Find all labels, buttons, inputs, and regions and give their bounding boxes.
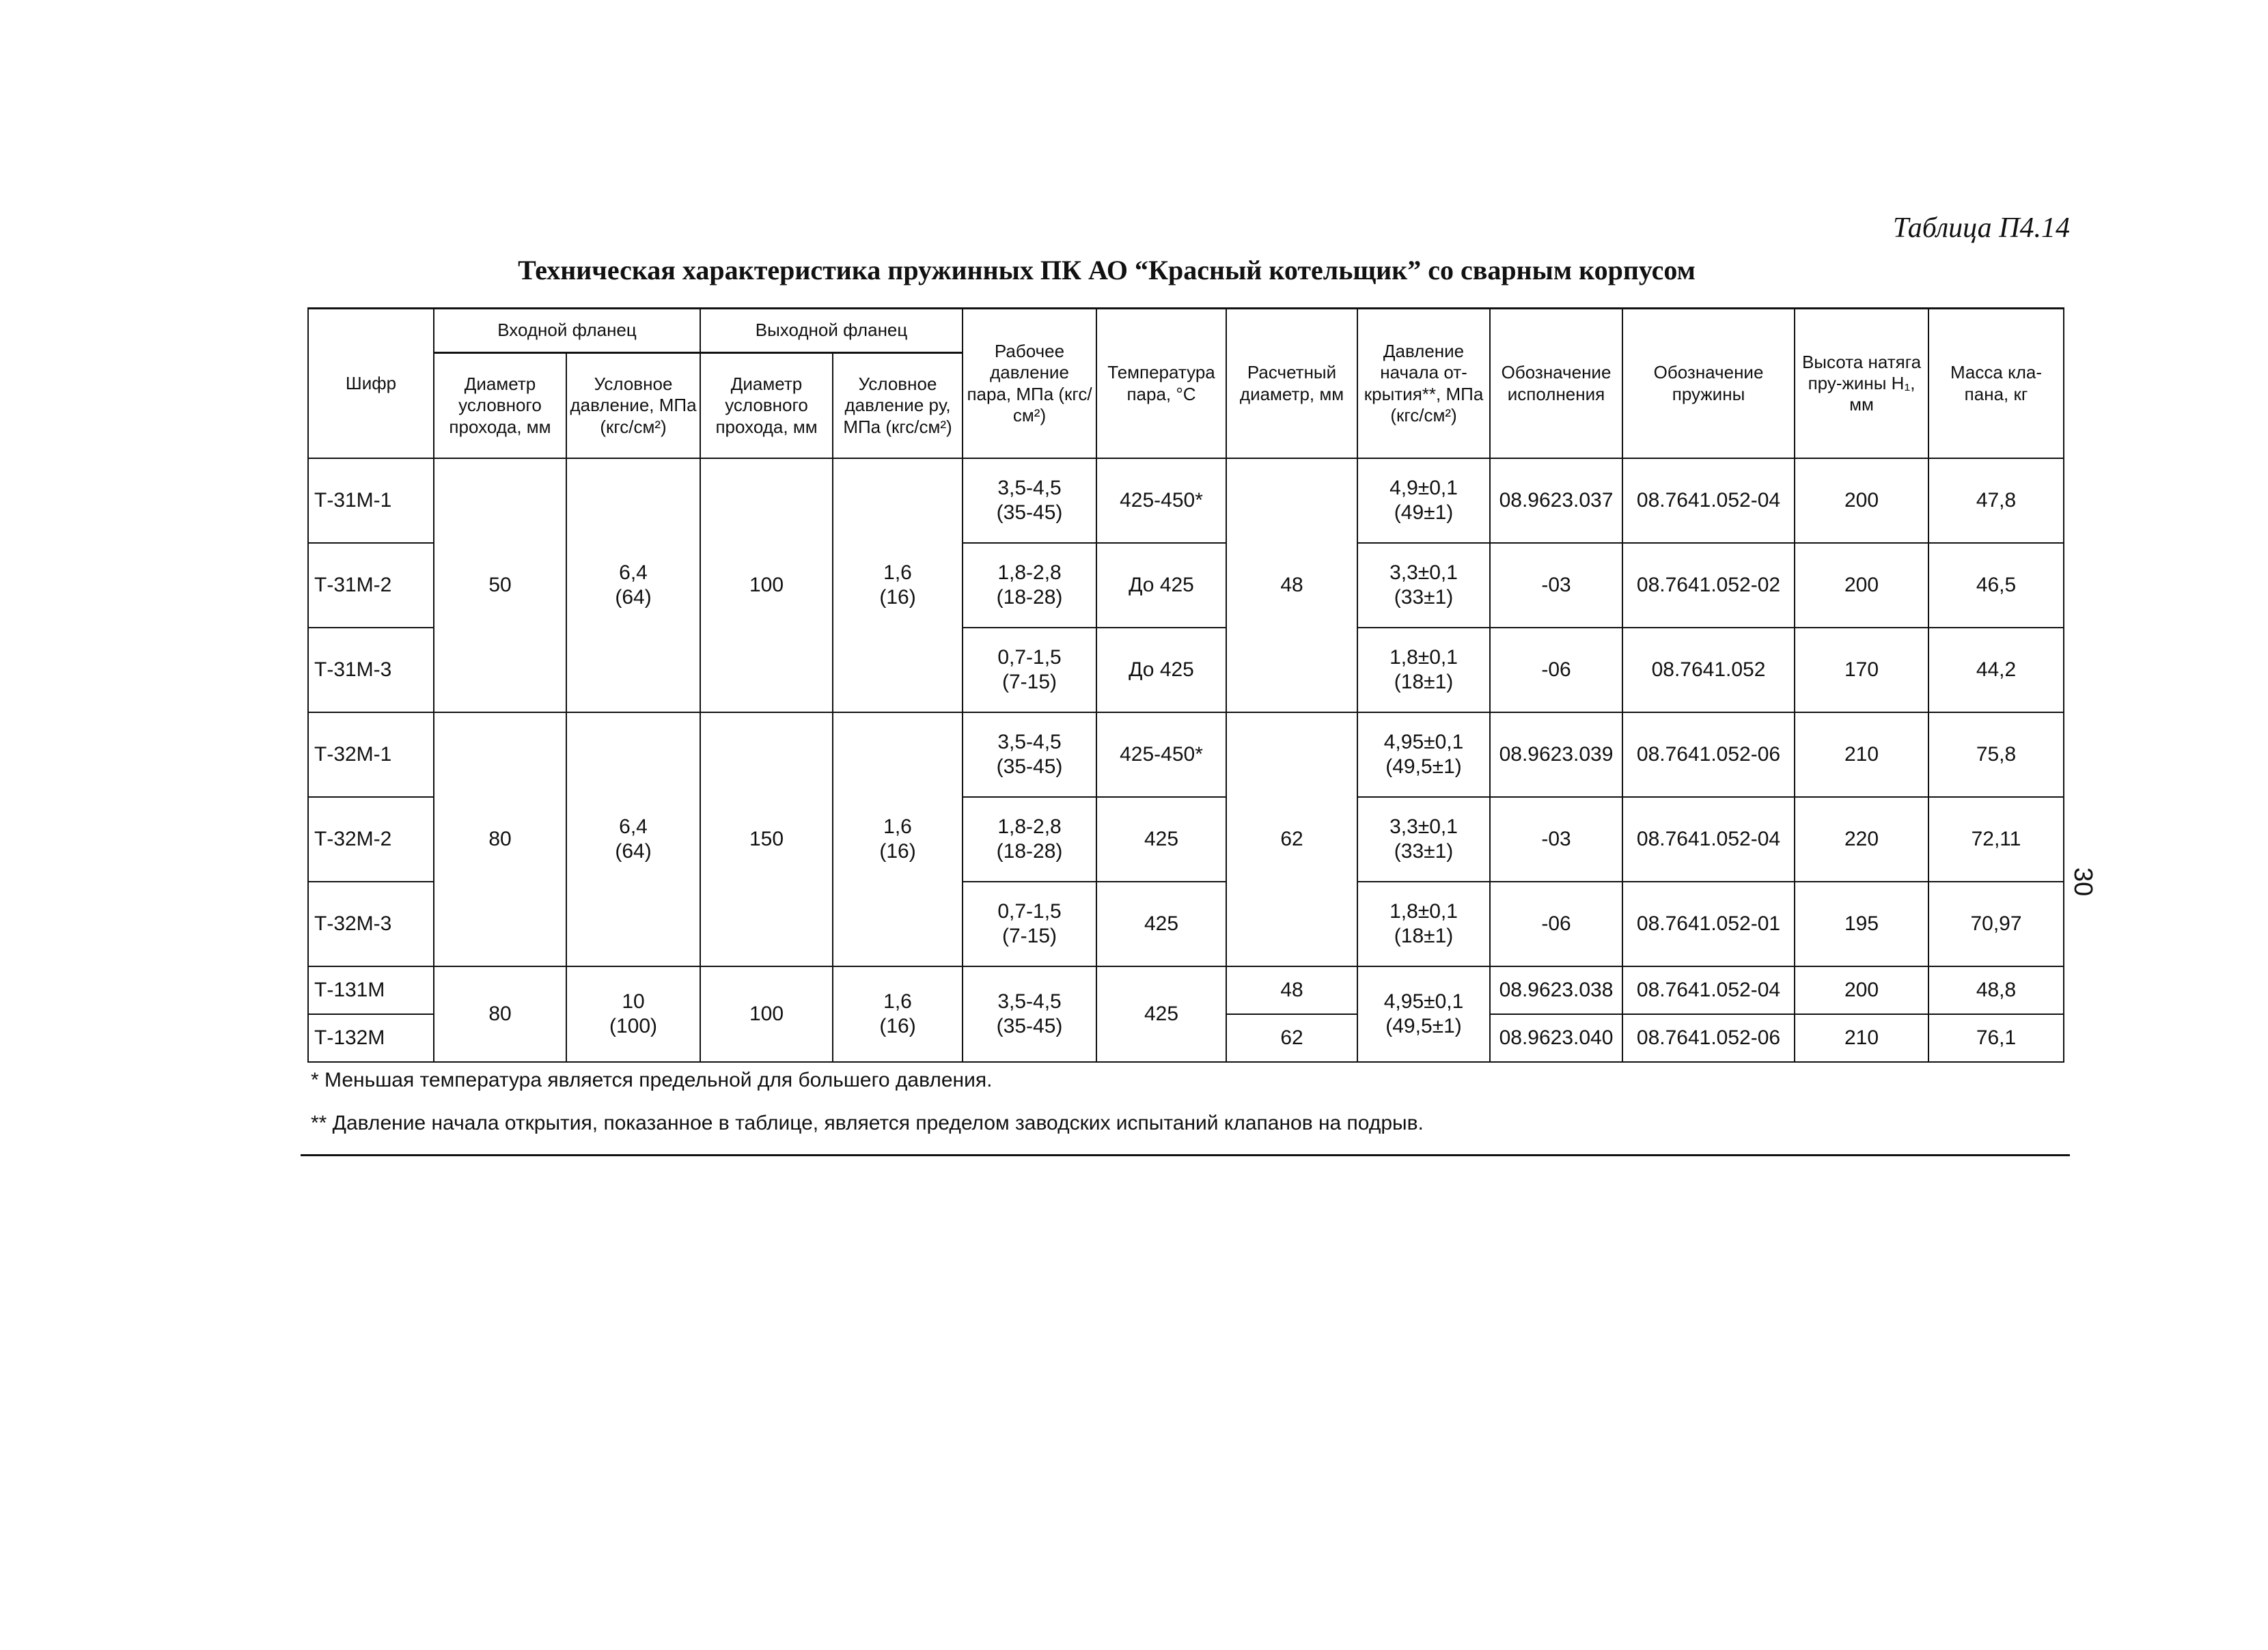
- cell-height: 200: [1795, 966, 1928, 1014]
- cell-spring: 08.7641.052-04: [1622, 966, 1795, 1014]
- cell-temperature: До 425: [1096, 543, 1226, 628]
- cell-inlet-pn: 6,4 (64): [566, 712, 700, 966]
- cell-work-pressure: 0,7-1,5 (7-15): [963, 628, 1096, 712]
- table-row: [308, 712, 2064, 797]
- cell-mass: 48,8: [1928, 966, 2064, 1014]
- cell-code: Т-31М-2: [308, 543, 434, 628]
- cell-opening-pressure: 4,95±0,1 (49,5±1): [1357, 712, 1490, 797]
- cell-temperature: 425: [1096, 966, 1226, 1062]
- header-calc-diameter: Расчетный диаметр, мм: [1226, 309, 1357, 459]
- cell-design: 08.9623.039: [1490, 712, 1622, 797]
- header-temperature: Температура пара, °С: [1096, 309, 1226, 459]
- cell-mass: 70,97: [1928, 882, 2064, 966]
- cell-height: 210: [1795, 712, 1928, 797]
- cell-height: 200: [1795, 543, 1928, 628]
- cell-code: Т-31М-3: [308, 628, 434, 712]
- header-outlet-dn: Диаметр условного прохода, мм: [700, 353, 833, 459]
- cell-design: -06: [1490, 882, 1622, 966]
- cell-code: Т-31М-1: [308, 458, 434, 543]
- cell-code: Т-32М-2: [308, 797, 434, 882]
- cell-design: -03: [1490, 543, 1622, 628]
- cell-spring: 08.7641.052-04: [1622, 797, 1795, 882]
- header-mass: Масса кла-пана, кг: [1928, 309, 2064, 459]
- cell-temperature: 425-450*: [1096, 712, 1226, 797]
- cell-mass: 76,1: [1928, 1014, 2064, 1062]
- cell-opening-pressure: 1,8±0,1 (18±1): [1357, 628, 1490, 712]
- cell-design: -03: [1490, 797, 1622, 882]
- cell-inlet-pn: 10 (100): [566, 966, 700, 1062]
- bottom-rule: [301, 1154, 2070, 1156]
- header-inlet-dn: Диаметр условного прохода, мм: [434, 353, 566, 459]
- cell-outlet-dn: 100: [700, 458, 833, 712]
- cell-temperature: 425: [1096, 882, 1226, 966]
- header-height: Высота натяга пру-жины H₁, мм: [1795, 309, 1928, 459]
- cell-work-pressure: 0,7-1,5 (7-15): [963, 882, 1096, 966]
- cell-code: Т-32М-3: [308, 882, 434, 966]
- header-outlet: Выходной фланец: [700, 309, 963, 353]
- footnote-1: * Меньшая температура является предельной для большего давления.: [311, 1069, 993, 1091]
- cell-calc-diameter: 48: [1226, 966, 1357, 1014]
- header-work-pressure: Рабочее давление пара, МПа (кгс/см²): [963, 309, 1096, 459]
- cell-design: -06: [1490, 628, 1622, 712]
- page-number: 30: [2069, 867, 2097, 897]
- cell-spring: 08.7641.052-06: [1622, 1014, 1795, 1062]
- cell-mass: 44,2: [1928, 628, 2064, 712]
- cell-inlet-dn: 50: [434, 458, 566, 712]
- cell-mass: 47,8: [1928, 458, 2064, 543]
- table-caption: Таблица П4.14: [1892, 212, 2070, 244]
- cell-opening-pressure: 4,9±0,1 (49±1): [1357, 458, 1490, 543]
- header-opening-pressure: Давление начала от-крытия**, МПа (кгс/см²): [1357, 309, 1490, 459]
- cell-design: 08.9623.040: [1490, 1014, 1622, 1062]
- cell-inlet-dn: 80: [434, 966, 566, 1062]
- cell-code: Т-132М: [308, 1014, 434, 1062]
- cell-temperature: 425: [1096, 797, 1226, 882]
- cell-outlet-dn: 150: [700, 712, 833, 966]
- cell-opening-pressure: 1,8±0,1 (18±1): [1357, 882, 1490, 966]
- cell-inlet-pn: 6,4 (64): [566, 458, 700, 712]
- cell-inlet-dn: 80: [434, 712, 566, 966]
- cell-calc-diameter: 62: [1226, 1014, 1357, 1062]
- cell-temperature: До 425: [1096, 628, 1226, 712]
- cell-height: 220: [1795, 797, 1928, 882]
- cell-outlet-pn: 1,6 (16): [833, 712, 963, 966]
- cell-opening-pressure: 4,95±0,1 (49,5±1): [1357, 966, 1490, 1062]
- cell-outlet-pn: 1,6 (16): [833, 966, 963, 1062]
- table-title: Техническая характеристика пружинных ПК АО “Красный котельщик” со сварным корпусом: [518, 255, 1696, 285]
- header-spring: Обозначение пружины: [1622, 309, 1795, 459]
- cell-outlet-pn: 1,6 (16): [833, 458, 963, 712]
- cell-height: 170: [1795, 628, 1928, 712]
- cell-design: 08.9623.038: [1490, 966, 1622, 1014]
- cell-spring: 08.7641.052-04: [1622, 458, 1795, 543]
- cell-code: Т-32М-1: [308, 712, 434, 797]
- cell-work-pressure: 3,5-4,5 (35-45): [963, 712, 1096, 797]
- header-inlet: Входной фланец: [434, 309, 700, 353]
- cell-spring: 08.7641.052: [1622, 628, 1795, 712]
- cell-spring: 08.7641.052-06: [1622, 712, 1795, 797]
- cell-mass: 72,11: [1928, 797, 2064, 882]
- header-code: Шифр: [308, 309, 434, 459]
- footnote-2: ** Давление начала открытия, показанное в таблице, является пределом заводских испытаний клапанов на подрыв.: [311, 1112, 1424, 1134]
- cell-opening-pressure: 3,3±0,1 (33±1): [1357, 543, 1490, 628]
- spec-table: [307, 307, 2064, 1063]
- cell-work-pressure: 1,8-2,8 (18-28): [963, 797, 1096, 882]
- cell-height: 200: [1795, 458, 1928, 543]
- cell-height: 195: [1795, 882, 1928, 966]
- header-inlet-pn: Условное давление, МПа (кгс/см²): [566, 353, 700, 459]
- cell-spring: 08.7641.052-02: [1622, 543, 1795, 628]
- cell-work-pressure: 1,8-2,8 (18-28): [963, 543, 1096, 628]
- header-design: Обозначение исполнения: [1490, 309, 1622, 459]
- cell-mass: 75,8: [1928, 712, 2064, 797]
- cell-work-pressure: 3,5-4,5 (35-45): [963, 458, 1096, 543]
- table-row: [308, 458, 2064, 543]
- cell-calc-diameter: 48: [1226, 458, 1357, 712]
- cell-calc-diameter: 62: [1226, 712, 1357, 966]
- cell-design: 08.9623.037: [1490, 458, 1622, 543]
- table-row: [308, 966, 2064, 1014]
- cell-spring: 08.7641.052-01: [1622, 882, 1795, 966]
- header-outlet-pn: Условное давление pу, МПа (кгс/см²): [833, 353, 963, 459]
- cell-opening-pressure: 3,3±0,1 (33±1): [1357, 797, 1490, 882]
- cell-height: 210: [1795, 1014, 1928, 1062]
- cell-work-pressure: 3,5-4,5 (35-45): [963, 966, 1096, 1062]
- cell-outlet-dn: 100: [700, 966, 833, 1062]
- cell-mass: 46,5: [1928, 543, 2064, 628]
- cell-temperature: 425-450*: [1096, 458, 1226, 543]
- cell-code: Т-131М: [308, 966, 434, 1014]
